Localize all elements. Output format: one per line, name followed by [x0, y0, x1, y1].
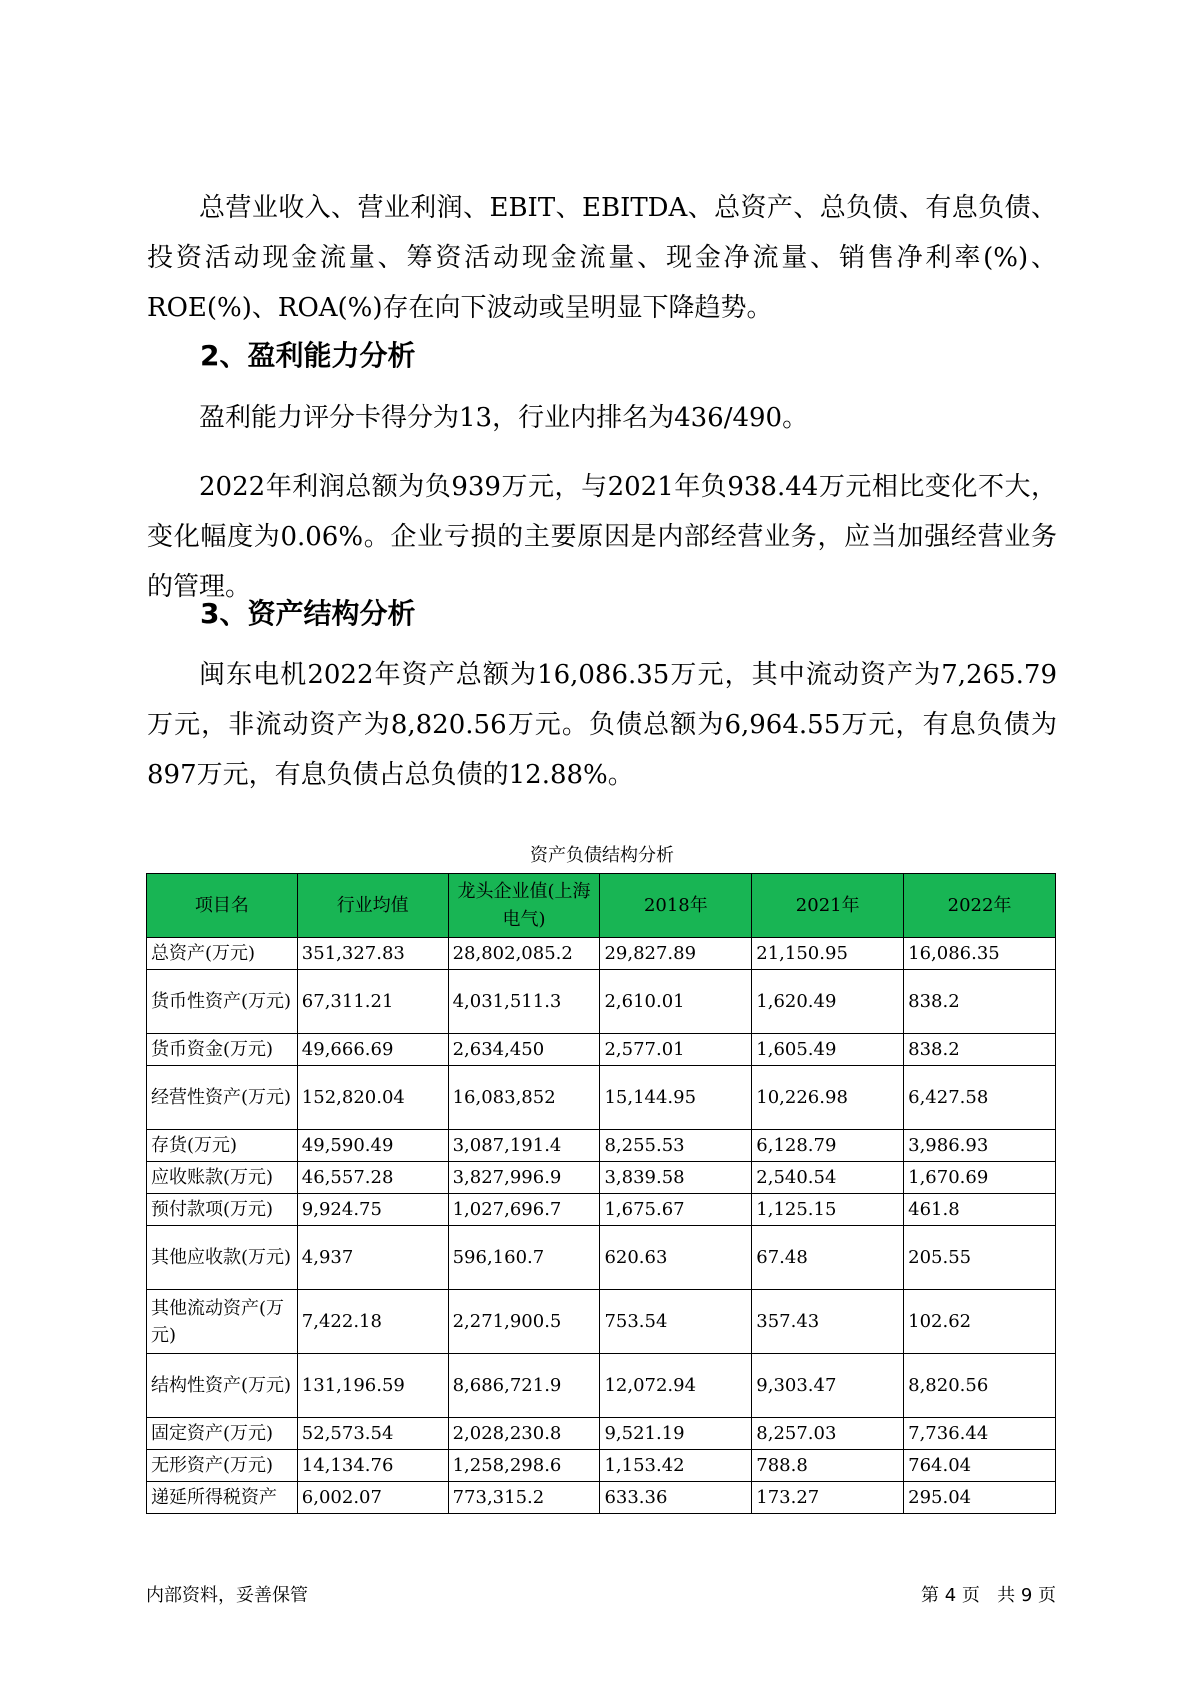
table-cell-year-2018: 753.54: [600, 1290, 752, 1354]
table-row: [147, 1034, 1056, 1066]
table-cell-item: 应收账款(万元): [147, 1162, 298, 1194]
table-cell-year-2021: 1,620.49: [752, 970, 904, 1034]
table-row: [147, 1130, 1056, 1162]
table-row: [147, 1450, 1056, 1482]
table-cell-item: 货币资金(万元): [147, 1034, 298, 1066]
table-cell-industry-average: 351,327.83: [297, 938, 448, 970]
table-cell-item: 固定资产(万元): [147, 1418, 298, 1450]
table-cell-year-2022: 6,427.58: [904, 1066, 1056, 1130]
table-cell-year-2021: 1,605.49: [752, 1034, 904, 1066]
table-cell-year-2021: 173.27: [752, 1482, 904, 1514]
table-cell-year-2018: 15,144.95: [600, 1066, 752, 1130]
section-heading-profitability: 2、盈利能力分析: [200, 339, 416, 372]
table-cell-leader-value: 3,087,191.4: [448, 1130, 600, 1162]
table-cell-industry-average: 49,666.69: [297, 1034, 448, 1066]
table-cell-industry-average: 67,311.21: [297, 970, 448, 1034]
table-cell-industry-average: 6,002.07: [297, 1482, 448, 1514]
table-cell-year-2018: 1,675.67: [600, 1194, 752, 1226]
table-cell-year-2018: 12,072.94: [600, 1354, 752, 1418]
table-cell-year-2022: 16,086.35: [904, 938, 1056, 970]
table-cell-industry-average: 9,924.75: [297, 1194, 448, 1226]
table-cell-year-2018: 3,839.58: [600, 1162, 752, 1194]
table-cell-year-2022: 764.04: [904, 1450, 1056, 1482]
table-cell-year-2021: 9,303.47: [752, 1354, 904, 1418]
table-cell-item: 货币性资产(万元): [147, 970, 298, 1034]
table-cell-item: 其他应收款(万元): [147, 1226, 298, 1290]
table-cell-year-2021: 67.48: [752, 1226, 904, 1290]
table-cell-year-2021: 6,128.79: [752, 1130, 904, 1162]
header-year-2022: 2022年: [904, 874, 1056, 938]
table-cell-leader-value: 1,027,696.7: [448, 1194, 600, 1226]
table-cell-year-2021: 357.43: [752, 1290, 904, 1354]
table-cell-year-2021: 21,150.95: [752, 938, 904, 970]
table-cell-item: 其他流动资产(万元): [147, 1290, 298, 1354]
table-row: [147, 938, 1056, 970]
table-row: [147, 1482, 1056, 1514]
table-cell-leader-value: 3,827,996.9: [448, 1162, 600, 1194]
table-cell-item: 递延所得税资产: [147, 1482, 298, 1514]
header-year-2018: 2018年: [600, 874, 752, 938]
table-cell-leader-value: 2,028,230.8: [448, 1418, 600, 1450]
table-cell-leader-value: 28,802,085.2: [448, 938, 600, 970]
table-cell-leader-value: 773,315.2: [448, 1482, 600, 1514]
table-cell-year-2018: 2,610.01: [600, 970, 752, 1034]
table-row: [147, 1418, 1056, 1450]
table-cell-industry-average: 152,820.04: [297, 1066, 448, 1130]
table-cell-year-2022: 461.8: [904, 1194, 1056, 1226]
table-cell-year-2022: 102.62: [904, 1290, 1056, 1354]
table-cell-year-2021: 10,226.98: [752, 1066, 904, 1130]
table-cell-industry-average: 46,557.28: [297, 1162, 448, 1194]
table-cell-year-2018: 29,827.89: [600, 938, 752, 970]
table-cell-leader-value: 16,083,852: [448, 1066, 600, 1130]
table-row: [147, 1162, 1056, 1194]
table-cell-industry-average: 52,573.54: [297, 1418, 448, 1450]
table-cell-year-2021: 8,257.03: [752, 1418, 904, 1450]
table-cell-industry-average: 131,196.59: [297, 1354, 448, 1418]
paragraph-profit-analysis: 2022年利润总额为负939万元，与2021年负938.44万元相比变化不大，变化幅度为0.06%。企业亏损的主要原因是内部经营业务，应当加强经营业务的管理。: [147, 472, 1057, 602]
table-row: [147, 970, 1056, 1034]
table-caption: 资产负债结构分析: [530, 845, 674, 866]
header-year-2021: 2021年: [752, 874, 904, 938]
table-cell-year-2018: 9,521.19: [600, 1418, 752, 1450]
table-cell-year-2022: 838.2: [904, 970, 1056, 1034]
table-cell-year-2021: 2,540.54: [752, 1162, 904, 1194]
table-row: [147, 1354, 1056, 1418]
table-cell-year-2018: 620.63: [600, 1226, 752, 1290]
table-cell-industry-average: 7,422.18: [297, 1290, 448, 1354]
table-cell-industry-average: 14,134.76: [297, 1450, 448, 1482]
table-cell-leader-value: 596,160.7: [448, 1226, 600, 1290]
footer-confidential-note: 内部资料，妥善保管: [146, 1585, 308, 1606]
header-industry-average: 行业均值: [297, 874, 448, 938]
paragraph-profit-score: 盈利能力评分卡得分为13，行业内排名为436/490。: [199, 403, 809, 433]
table-cell-industry-average: 4,937: [297, 1226, 448, 1290]
table-cell-industry-average: 49,590.49: [297, 1130, 448, 1162]
table-cell-leader-value: 8,686,721.9: [448, 1354, 600, 1418]
table-cell-year-2018: 633.36: [600, 1482, 752, 1514]
table-cell-item: 经营性资产(万元): [147, 1066, 298, 1130]
header-leader-value: 龙头企业值(上海电气): [448, 874, 600, 938]
header-item-name: 项目名: [147, 874, 298, 938]
section-heading-asset-structure: 3、资产结构分析: [200, 597, 416, 630]
table-cell-item: 总资产(万元): [147, 938, 298, 970]
table-header-row: [147, 874, 1056, 938]
table-cell-year-2022: 1,670.69: [904, 1162, 1056, 1194]
table-cell-leader-value: 2,271,900.5: [448, 1290, 600, 1354]
table-cell-leader-value: 2,634,450: [448, 1034, 600, 1066]
table-cell-year-2022: 8,820.56: [904, 1354, 1056, 1418]
table-cell-year-2018: 2,577.01: [600, 1034, 752, 1066]
table-row: [147, 1226, 1056, 1290]
asset-liability-table: [146, 873, 1056, 1514]
table-row: [147, 1194, 1056, 1226]
table-cell-year-2022: 295.04: [904, 1482, 1056, 1514]
table-cell-item: 预付款项(万元): [147, 1194, 298, 1226]
table-cell-year-2022: 838.2: [904, 1034, 1056, 1066]
paragraph-asset-summary: 闽东电机2022年资产总额为16,086.35万元，其中流动资产为7,265.79万元，非流动资产为8,820.56万元。负债总额为6,964.55万元，有息负债为897万元，有息负债占总负债的12.88%。: [147, 660, 1057, 790]
table-cell-leader-value: 1,258,298.6: [448, 1450, 600, 1482]
table-cell-year-2022: 3,986.93: [904, 1130, 1056, 1162]
table-cell-year-2021: 1,125.15: [752, 1194, 904, 1226]
table-cell-year-2018: 8,255.53: [600, 1130, 752, 1162]
table-cell-year-2022: 205.55: [904, 1226, 1056, 1290]
table-cell-year-2018: 1,153.42: [600, 1450, 752, 1482]
footer-page-number: 第 4 页 共 9 页: [921, 1585, 1056, 1606]
table-cell-year-2022: 7,736.44: [904, 1418, 1056, 1450]
table-cell-item: 存货(万元): [147, 1130, 298, 1162]
table-cell-item: 无形资产(万元): [147, 1450, 298, 1482]
table-cell-leader-value: 4,031,511.3: [448, 970, 600, 1034]
table-cell-year-2021: 788.8: [752, 1450, 904, 1482]
table-row: [147, 1066, 1056, 1130]
table-row: [147, 1290, 1056, 1354]
paragraph-decline-indicators: 总营业收入、营业利润、EBIT、EBITDA、总资产、总负债、有息负债、投资活动现金流量、筹资活动现金流量、现金净流量、销售净利率(%)、ROE(%)、ROA(%)存在向下波动或呈明显下降趋势。: [147, 193, 1057, 323]
table-cell-item: 结构性资产(万元): [147, 1354, 298, 1418]
